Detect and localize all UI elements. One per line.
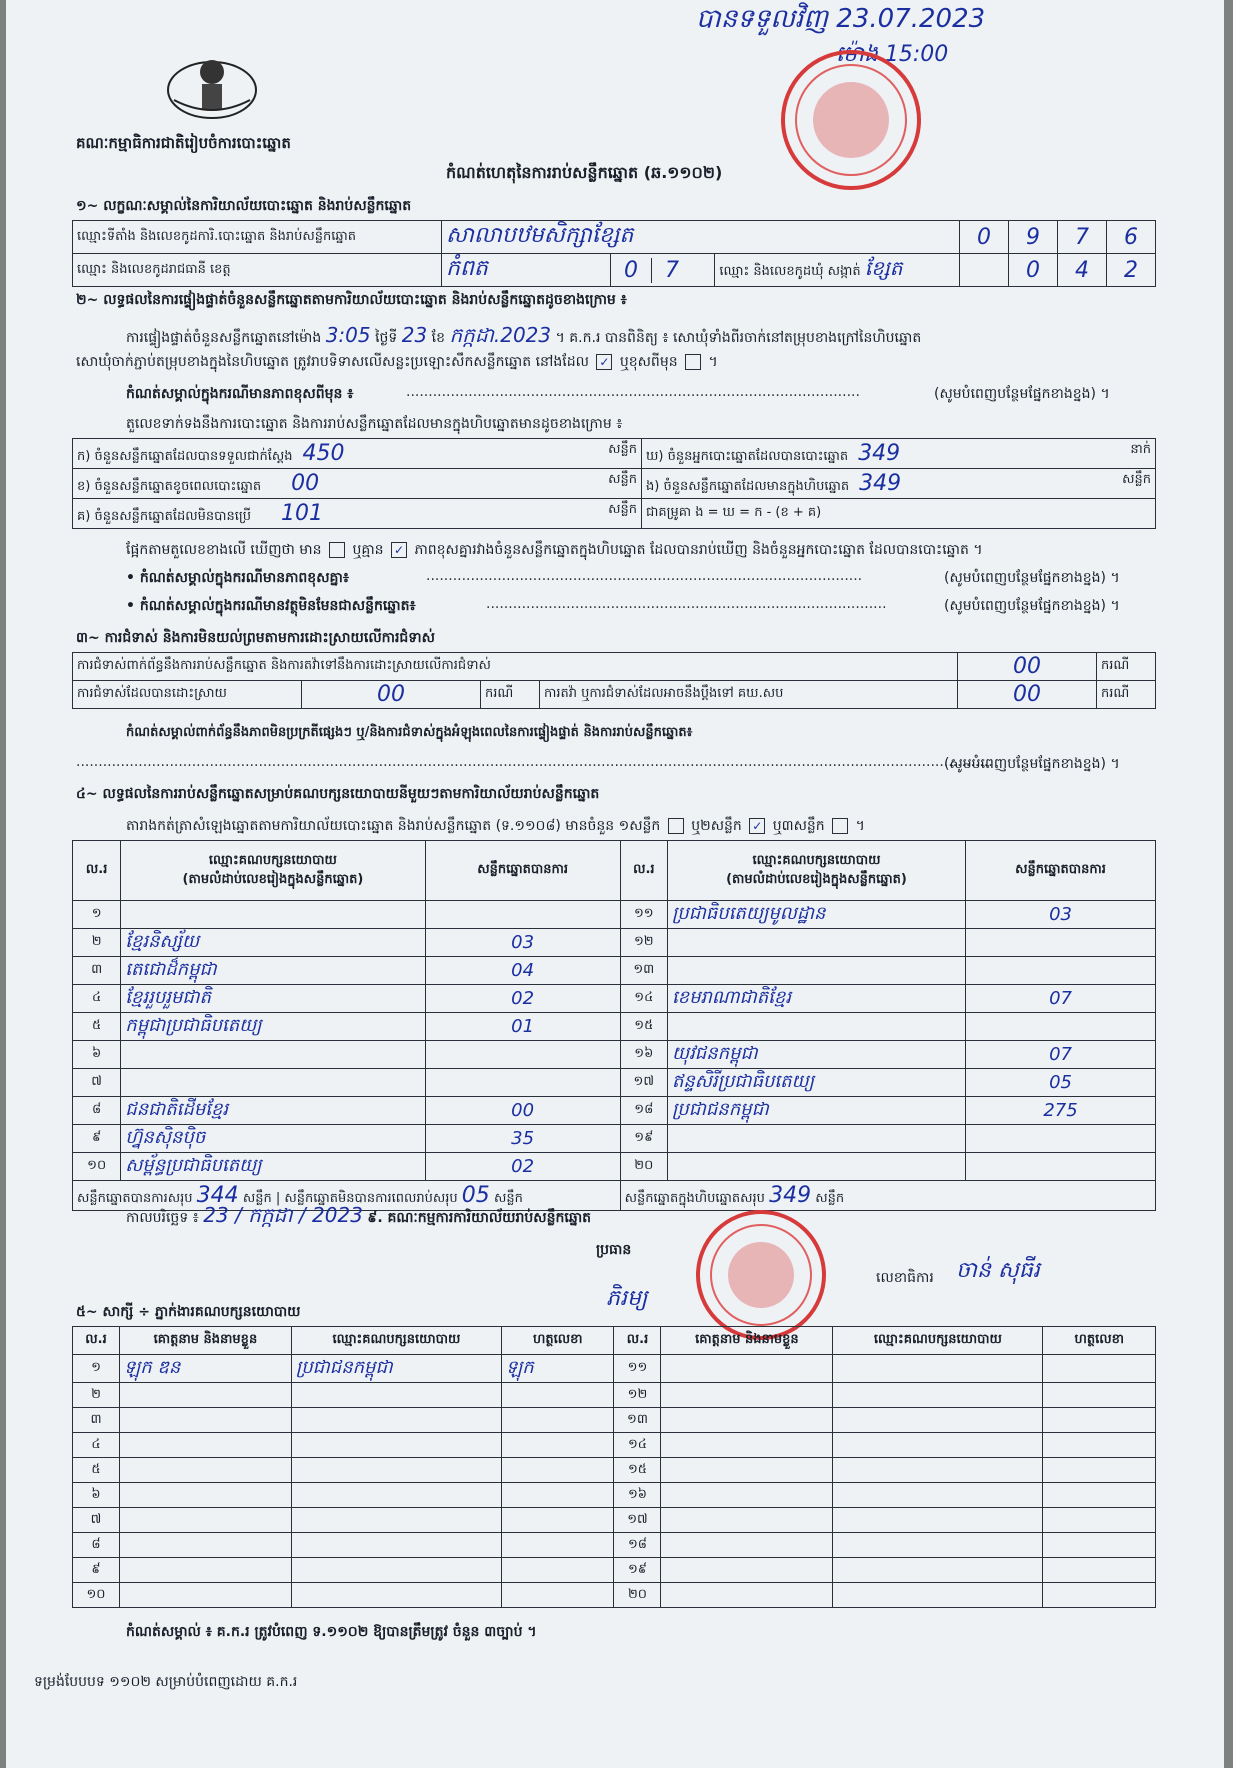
gh-unit: នាក់ (1130, 441, 1151, 457)
witness-row (73, 1583, 1156, 1608)
total-invalid: 05 (461, 1182, 490, 1208)
col-votes: សន្លឹកឆ្នោតបានការ (425, 841, 620, 901)
witness-no: ២០ (627, 1586, 647, 1602)
result-no: ១៣ (633, 962, 655, 977)
kh-label: ខ) ចំនួនសន្លឹកឆ្នោតខូចពេលបោះឆ្នោត (77, 478, 262, 494)
witness-row (73, 1433, 1156, 1458)
witness-no: ៦ (91, 1486, 101, 1502)
result-no: ៧ (91, 1074, 102, 1089)
obj-unit: ករណី (1097, 653, 1156, 681)
org-name: គណៈកម្មាធិការជាតិរៀបចំការបោះឆ្នោត (76, 134, 291, 152)
total-valid: 344 (196, 1182, 239, 1208)
w-col-sign: ហត្ថលេខា (1043, 1327, 1156, 1355)
result-votes: 04 (511, 960, 535, 981)
row2-value: កំពត (446, 256, 488, 281)
code-digit: 6 (1107, 221, 1156, 254)
result-no: ៤ (92, 990, 102, 1005)
result-row (73, 957, 1156, 985)
section1-title: ១~ លក្ខណៈសម្គាល់នៃការិយាល័យបោះឆ្នោត និងរាប់សន្លឹកឆ្នោត (76, 198, 412, 214)
witness-row (73, 1355, 1156, 1383)
witness-no: ៨ (91, 1536, 101, 1552)
result-votes: 01 (511, 1016, 535, 1037)
obj-row1-label: ការជំទាស់ពាក់ព័ន្ធនឹងការរាប់សន្លឹកឆ្នោត និងការតវ៉ាទៅនឹងការដោះស្រាយលើការជំទាស់ (73, 653, 958, 681)
result-no: ២ (91, 934, 102, 949)
section3-note: កំណត់សម្គាល់ពាក់ព័ន្ធនឹងភាពមិនប្រក្រតីផ្សេងៗ ឬ/និងការជំទាស់ក្នុងអំឡុងពេលនៃការផ្ទៀងផ្ទាត់ និងការរាប់សន្លឹកឆ្នោត៖ (126, 725, 693, 740)
result-votes: 35 (511, 1128, 535, 1149)
result-row (73, 1013, 1156, 1041)
w-col-party: ឈ្មោះគណបក្សនយោបាយ (291, 1327, 501, 1355)
col-no: ល.រ (620, 841, 667, 901)
para1-c: ខែ (431, 330, 445, 346)
total-invalid-label: សន្លឹកឆ្នោតមិនបានការពេលរាប់សរុប (284, 1190, 458, 1206)
result-no: ១៤ (634, 990, 654, 1005)
kh-value: 00 (291, 470, 320, 496)
total-box: 349 (769, 1182, 812, 1208)
witness-no: ១៦ (627, 1486, 647, 1502)
total-unit: សន្លឹក (493, 1190, 523, 1206)
witness-no: ៥ (91, 1461, 101, 1477)
result-no: ៩ (92, 1130, 102, 1145)
para1-b: ថ្ងៃទី (375, 330, 398, 346)
w-col-sign: ហត្ថលេខា (502, 1327, 614, 1355)
bullet-1-fill: (សូមបំពេញបន្ថែមផ្នែកខាងខ្នង) ។ (944, 570, 1120, 586)
result-votes: 00 (511, 1100, 535, 1121)
check-line (126, 540, 983, 561)
para1-a: ការផ្ទៀងផ្ទាត់ចំនួនសន្លឹកឆ្នោតនៅម៉ោង (126, 330, 322, 346)
para2-opt2: ឬខុសពីមុន (619, 354, 678, 370)
result-row (73, 1153, 1156, 1181)
witness-row (73, 1533, 1156, 1558)
result-no: ១២ (633, 934, 654, 949)
official-stamp-bottom (696, 1210, 826, 1340)
bullet-2-fill: (សូមបំពេញបន្ថែមផ្នែកខាងខ្នង) ។ (944, 598, 1120, 614)
obj-unit: ករណី (481, 681, 540, 709)
result-votes: 03 (511, 932, 535, 953)
same-checkbox[interactable]: ✓ (596, 354, 612, 370)
gh-value: 349 (858, 440, 901, 466)
witness-no: ១២ (627, 1386, 648, 1402)
has-diff-checkbox[interactable] (329, 542, 345, 558)
result-no: ១១ (633, 906, 654, 921)
code-digit: 7 (1058, 221, 1107, 254)
para2: សោឃុំចាក់ភ្ជាប់តម្រុបខាងក្នុងនៃហិបឆ្នោត ត្រូវរាបទិទាសលើសន្លះប្រឡោះសឹកសន្លឹកឆ្នោត នៅងដែល (76, 354, 589, 370)
obj-row2-value2: 00 (1013, 682, 1041, 707)
w-col-name: គោត្តនាម និងនាមខ្លួន (661, 1327, 833, 1355)
opt3-label: ឬ៣សន្លឹក (772, 818, 825, 834)
g-label: គ) ចំនួនសន្លឹកឆ្នោតដែលមិនបានប្រើ (77, 508, 251, 524)
formula: ជាគម្រូគា ង = ឃ = ក - (ខ + គ) (642, 499, 1156, 529)
witness-party: ប្រជាជនកម្ពុជា (295, 1357, 393, 1378)
result-row (73, 1097, 1156, 1125)
witness-no: ១ (91, 1360, 101, 1375)
commune-digit: 2 (1107, 254, 1156, 287)
one-sheet-checkbox[interactable] (668, 818, 684, 834)
col-party: ឈ្មោះគណបក្សនយោបាយ (208, 852, 337, 868)
date-label: កាលបរិច្ឆេទ ៖ (126, 1210, 199, 1226)
witness-no: ១១ (627, 1360, 648, 1375)
witness-body (73, 1355, 1156, 1608)
form-ref: ទម្រង់បែបបទ ១១០២ សម្រាប់បំពេញដោយ គ.ក.រ (34, 1674, 298, 1690)
form-paper (6, 0, 1224, 1768)
result-no: ១ (91, 906, 102, 921)
row2-label2: ឈ្មោះ និងលេខកូដឃុំ សង្កាត់ (719, 264, 861, 279)
official-stamp-top (781, 50, 921, 190)
check-a: ផ្អែកតាមតួលេខខាងលើ ឃើញថា មាន (126, 542, 322, 558)
result-row (73, 901, 1156, 929)
witness-no: ៩ (91, 1561, 101, 1577)
obj-row1-value: 00 (1013, 654, 1041, 679)
k-unit: សន្លឹក (608, 441, 637, 457)
result-no: ២០ (634, 1158, 654, 1173)
witness-no: ៣ (90, 1411, 102, 1427)
code-digit: 9 (1009, 221, 1058, 254)
witness-no: ១៩ (627, 1561, 647, 1577)
total-unit: សន្លឹក (815, 1190, 845, 1206)
code-digit: 0 (960, 221, 1009, 254)
witness-no: ៧ (90, 1511, 102, 1527)
gh-label: ឃ) ចំនួនអ្នកបោះឆ្នោតដែលបានបោះឆ្នោត (646, 448, 849, 464)
bullet-1: • កំណត់សម្គាល់ក្នុងករណីមានភាពខុសគ្នា៖ (126, 570, 350, 586)
result-party: ឥន្ទសិរីប្រជាធិបតេយ្យ (671, 1071, 815, 1092)
result-votes: 02 (511, 988, 535, 1009)
row2-label: ឈ្មោះ និងលេខកូដរាជធានី ខេត្ត (73, 254, 442, 287)
witness-no: ១៥ (627, 1461, 647, 1477)
result-party: ខេមរាណាជាតិខ្មែរ (671, 987, 792, 1008)
row1-value: សាលាបឋមសិក្សាខ្សែត (446, 223, 634, 248)
form-title: កំណត់ហេតុនៃការរាប់សន្លឹកឆ្នោត (ឆ.១១០២) (446, 163, 723, 182)
chair-signature: ភិរម្យ (606, 1286, 648, 1311)
section3-title: ៣~ ការជំទាស់ និងការមិនយល់ព្រមតាមការដោះស្រាយលើការជំទាស់ (76, 630, 435, 646)
witness-no: ៤ (91, 1436, 101, 1452)
footer-note: កំណត់សម្គាល់ ៖ គ.ក.រ ត្រូវបំពេញ ទ.១១០២ ឱ្យបានត្រឹមត្រូវ ចំនួន ៣ច្បាប់ ។ (126, 1624, 537, 1640)
para1-d: ។ គ.ក.រ បានពិនិត្យ ៖ សោឃុំទាំងពីរចាក់នៅតម្រុបខាងក្រៅនៃហិបឆ្នោត (555, 330, 922, 346)
received-note: បានទទួលវិញ 23.07.2023 (696, 4, 986, 34)
ng-unit: សន្លឹក (1122, 471, 1151, 487)
dot-leader: .......................................................................................... (486, 596, 887, 612)
ng-value: 349 (859, 470, 902, 496)
result-no: ៦ (92, 1046, 102, 1061)
opt2-label: ឬ២សន្លឹក (691, 818, 742, 834)
col-votes: សន្លឹកឆ្នោតបានការ (966, 841, 1156, 901)
result-no: ១៧ (633, 1074, 655, 1089)
w-col-name: គោត្តនាម និងនាមខ្លួន (120, 1327, 292, 1355)
result-row (73, 1069, 1156, 1097)
witness-row (73, 1383, 1156, 1408)
result-no: ៥ (92, 1018, 102, 1033)
witness-no: ១០ (86, 1586, 106, 1602)
section4-title: ៤~ លទ្ធផលនៃការរាប់សន្លឹកឆ្នោតសម្រាប់គណបក្សនយោបាយនីមួយៗតាមការិយាល័យរាប់សន្លឹកឆ្នោត (76, 786, 600, 802)
results-body (73, 901, 1156, 1181)
verify-time: 3:05 (325, 323, 371, 347)
result-no: ១៥ (634, 1018, 654, 1033)
no-diff-checkbox[interactable]: ✓ (391, 542, 407, 558)
witness-no: ១៤ (627, 1436, 647, 1452)
witness-no: ១៧ (627, 1511, 648, 1527)
nec-emblem-icon (164, 50, 260, 122)
result-no: ៨ (92, 1102, 102, 1117)
chair-label: ប្រធាន (596, 1242, 632, 1258)
obj-row2-label2: ការតវ៉ា ឬការជំទាស់ដែលអាចនឹងប្តឹងទៅ គឃ.សប (540, 681, 958, 709)
row1-label: ឈ្មោះទីតាំង និងលេខកូដការិ.បោះឆ្នោត និងរាប់សន្លឹកឆ្នោត (73, 221, 442, 254)
witness-table (72, 1326, 1156, 1608)
witness-row (73, 1458, 1156, 1483)
intro-text: តារាងកត់ត្រាសំឡេងឆ្នោតតាមការិយាល័យបោះឆ្នោត និងរាប់សន្លឹកឆ្នោត (ទ.១១០៨) មានចំនួន ១សន្លឹក (126, 818, 661, 834)
result-party: ប្រជាជនកម្ពុជា (671, 1099, 769, 1120)
kh-unit: សន្លឹក (608, 471, 637, 487)
dot-leader: .................................................................................................. (426, 568, 863, 584)
date-value: 23 / កក្កដា / 2023 (203, 1203, 363, 1227)
results-table: ល.រ ឈ្មោះគណបក្សនយោបាយ (តាមលំដាប់លេខរៀងក្នុងសន្លឹកឆ្នោត) សន្លឹកឆ្នោតបានការ ល.រ ឈ្មោះគណបក្សនយោបាយ (តាមលំដាប់លេខរៀងក្នុងសន្លឹកឆ្នោត) សន្លឹកឆ្នោតបានការ ១ ១១ ប្រជាធិបតេយ្យមូលដ្ឋាន 03 ២ ខ្មែរនិស្ស័យ 03 ១២ ៣ តេជោដ៏កម្ពុជា 04 ១៣ ៤ ខ្មែររួបរួមជាតិ 02 ១៤ ខេមរាណាជាតិខ្មែរ 07 ៥ កម្ពុជាប្រជាធិបតេយ្យ 01 ១៥ ៦ ១៦ យុវជនកម្ពុជា 07 ៧ ១៧ ឥន្ទសិរីប្រជាធិបតេយ្យ 05 ៨ ជនជាតិដើមខ្មែរ 00 ១៨ ប្រជាជនកម្ពុជា 275 ៩ ហ្វ៊ុនស៊ិនប៉ិច 35 ១៩ ១០ សម្ព័ន្ធប្រជាធិបតេយ្យ 02 ២០ សន្លឹកឆ្នោតបានការសរុប 344 សន្លឹក | សន្លឹកឆ្នោតមិនបានការពេលរាប់សរុប 05 សន្លឹក សន្លឹកឆ្នោតក្នុងហិបឆ្នោតសរុប 349 សន្លឹក (72, 840, 1156, 1211)
note-fill: (សូមបំពេញបន្ថែមផ្នែកខាងខ្នង) ។ (934, 386, 1110, 402)
result-party: ជនជាតិដើមខ្មែរ (125, 1099, 229, 1120)
secretary-signature: ចាន់ សុធីរ (956, 1258, 1040, 1283)
result-votes: 275 (1043, 1100, 1078, 1121)
result-votes: 07 (1049, 1044, 1072, 1065)
check-c: ភាពខុសគ្នារវាងចំនួនសន្លឹកឆ្នោតក្នុងហិបឆ្នោត ដែលបានរាប់ឃើញ និងចំនួនអ្នកបោះឆ្នោត ដែលបានបោះឆ្នោត ។ (414, 542, 983, 558)
result-no: ១៦ (634, 1046, 654, 1061)
dot-leader: ...................................................................................................... (406, 384, 860, 400)
section2-title: ២~ លទ្ធផលនៃការផ្ទៀងផ្ទាត់ចំនួនសន្លឹកឆ្នោតតាមការិយាល័យបោះឆ្នោត និងរាប់សន្លឹកឆ្នោតដូចខាងក្រោម ៖ (76, 292, 627, 308)
received-time: ម៉ោង 15:00 (836, 42, 949, 67)
three-sheets-checkbox[interactable] (832, 818, 848, 834)
verify-month: កក្កដា.2023 (449, 323, 552, 347)
commune-digit: 0 (1009, 254, 1058, 287)
witness-signature: ឡុក (506, 1357, 534, 1378)
ng-label: ង) ចំនួនសន្លឹកឆ្នោតដែលមានក្នុងហិបឆ្នោត (646, 478, 850, 494)
result-party: ហ្វ៊ុនស៊ិនប៉ិច (125, 1127, 206, 1148)
result-votes: 05 (1049, 1072, 1072, 1093)
w-col-no: ល.រ (73, 1327, 120, 1355)
result-party: ប្រជាធិបតេយ្យមូលដ្ឋាន (671, 903, 826, 924)
witness-row (73, 1483, 1156, 1508)
col-party-sub: (តាមលំដាប់លេខរៀងក្នុងសន្លឹកឆ្នោត) (182, 871, 364, 887)
witness-no: ១៣ (627, 1411, 648, 1427)
intro-counts: តួលេខទាក់ទងនឹងការបោះឆ្នោត និងការរាប់សន្លឹកឆ្នោតដែលមានក្នុងហិបឆ្នោតមានដូចខាងក្រោម ៖ (126, 416, 623, 432)
date-line (126, 1202, 591, 1232)
total-unit: សន្លឹក (242, 1190, 272, 1206)
obj-row2-value: 00 (377, 682, 405, 707)
result-no: ៣ (91, 962, 103, 977)
commune-digit: 4 (1058, 254, 1107, 287)
witness-row (73, 1558, 1156, 1583)
witness-name: ឡុក ឌន (124, 1357, 181, 1378)
result-party: តេជោដ៏កម្ពុជា (125, 959, 217, 980)
section3-fill: (សូមបំពេញបន្ថែមផ្នែកខាងខ្នង) ។ (944, 756, 1120, 772)
result-no: ១៨ (634, 1102, 654, 1117)
result-party: យុវជនកម្ពុជា (671, 1043, 758, 1064)
result-party: សម្ព័ន្ធប្រជាធិបតេយ្យ (125, 1155, 262, 1176)
w-col-party: ឈ្មោះគណបក្សនយោបាយ (833, 1327, 1043, 1355)
witness-no: ១៨ (627, 1536, 647, 1552)
total-box-label: សន្លឹកឆ្នោតក្នុងហិបឆ្នោតសរុប (624, 1190, 765, 1206)
total-valid-label: សន្លឹកឆ្នោតបានការសរុប (77, 1190, 193, 1206)
result-votes: 02 (511, 1156, 535, 1177)
result-row (73, 985, 1156, 1013)
result-row (73, 1041, 1156, 1069)
counts-table (72, 438, 1156, 529)
col-party-sub: (តាមលំដាប់លេខរៀងក្នុងសន្លឹកឆ្នោត) (726, 871, 907, 887)
different-checkbox[interactable] (685, 354, 701, 370)
g-unit: សន្លឹក (608, 501, 637, 517)
section5-title: ៥~ សាក្សី ÷ ភ្នាក់ងារគណបក្សនយោបាយ (76, 1304, 301, 1320)
verify-line-1 (126, 322, 921, 352)
committee: ៩. គណៈកម្មការការិយាល័យរាប់សន្លឹកឆ្នោត (367, 1210, 592, 1226)
province-digit: 0 (624, 257, 638, 283)
check-b: ឬគ្មាន (352, 542, 384, 558)
witness-no: ២ (91, 1386, 101, 1402)
obj-row2-label: ការជំទាស់ដែលបានដោះស្រាយ (73, 681, 302, 709)
section1-table (72, 220, 1156, 287)
secretary-label: លេខាធិការ (876, 1270, 934, 1286)
bullet-2: • កំណត់សម្គាល់ក្នុងករណីមានវត្ថុមិនមែនជាសន្លឹកឆ្នោត៖ (126, 598, 416, 614)
province-digit: 7 (651, 258, 692, 283)
note-diff: កំណត់សម្គាល់ក្នុងករណីមានភាពខុសពីមុន ៖ (126, 386, 354, 402)
row2-value2: ខ្សែត (864, 256, 903, 280)
dot-leader: .............................................................................................................................................................................................................. (76, 754, 993, 770)
result-row (73, 1125, 1156, 1153)
section4-intro: តារាងកត់ត្រាសំឡេងឆ្នោតតាមការិយាល័យបោះឆ្នោត និងរាប់សន្លឹកឆ្នោត (ទ.១១០៨) មានចំនួន ១សន្លឹក ឬ២សន្លឹក ✓ ឬ៣សន្លឹក ។ (126, 818, 865, 834)
result-party: កម្ពុជាប្រជាធិបតេយ្យ (125, 1015, 262, 1036)
two-sheets-checkbox[interactable]: ✓ (749, 818, 765, 834)
result-party: ខ្មែររួបរួមជាតិ (125, 987, 211, 1008)
result-votes: 03 (1049, 904, 1072, 925)
verify-day: 23 (401, 323, 428, 347)
objection-table (72, 652, 1156, 709)
result-no: ១០ (87, 1158, 107, 1173)
witness-row (73, 1408, 1156, 1433)
result-row (73, 929, 1156, 957)
k-value: 450 (302, 440, 345, 466)
witness-row (73, 1508, 1156, 1533)
g-value: 101 (281, 500, 323, 526)
obj-unit: ករណី (1097, 681, 1156, 709)
result-votes: 07 (1049, 988, 1072, 1009)
result-party: ខ្មែរនិស្ស័យ (125, 931, 200, 952)
col-party: ឈ្មោះគណបក្សនយោបាយ (752, 852, 881, 868)
k-label: ក) ចំនួនសន្លឹកឆ្នោតដែលបានទទួលជាក់ស្តែង (77, 448, 293, 464)
w-col-no: ល.រ (614, 1327, 661, 1355)
col-no: ល.រ (73, 841, 121, 901)
result-no: ១៩ (634, 1130, 654, 1145)
verify-line-2: សោឃុំចាក់ភ្ជាប់តម្រុបខាងក្នុងនៃហិបឆ្នោត ត្រូវរាបទិទាសលើសន្លះប្រឡោះសឹកសន្លឹកឆ្នោត នៅងដែល ✓ ឬខុសពីមុន ។ (76, 354, 718, 370)
